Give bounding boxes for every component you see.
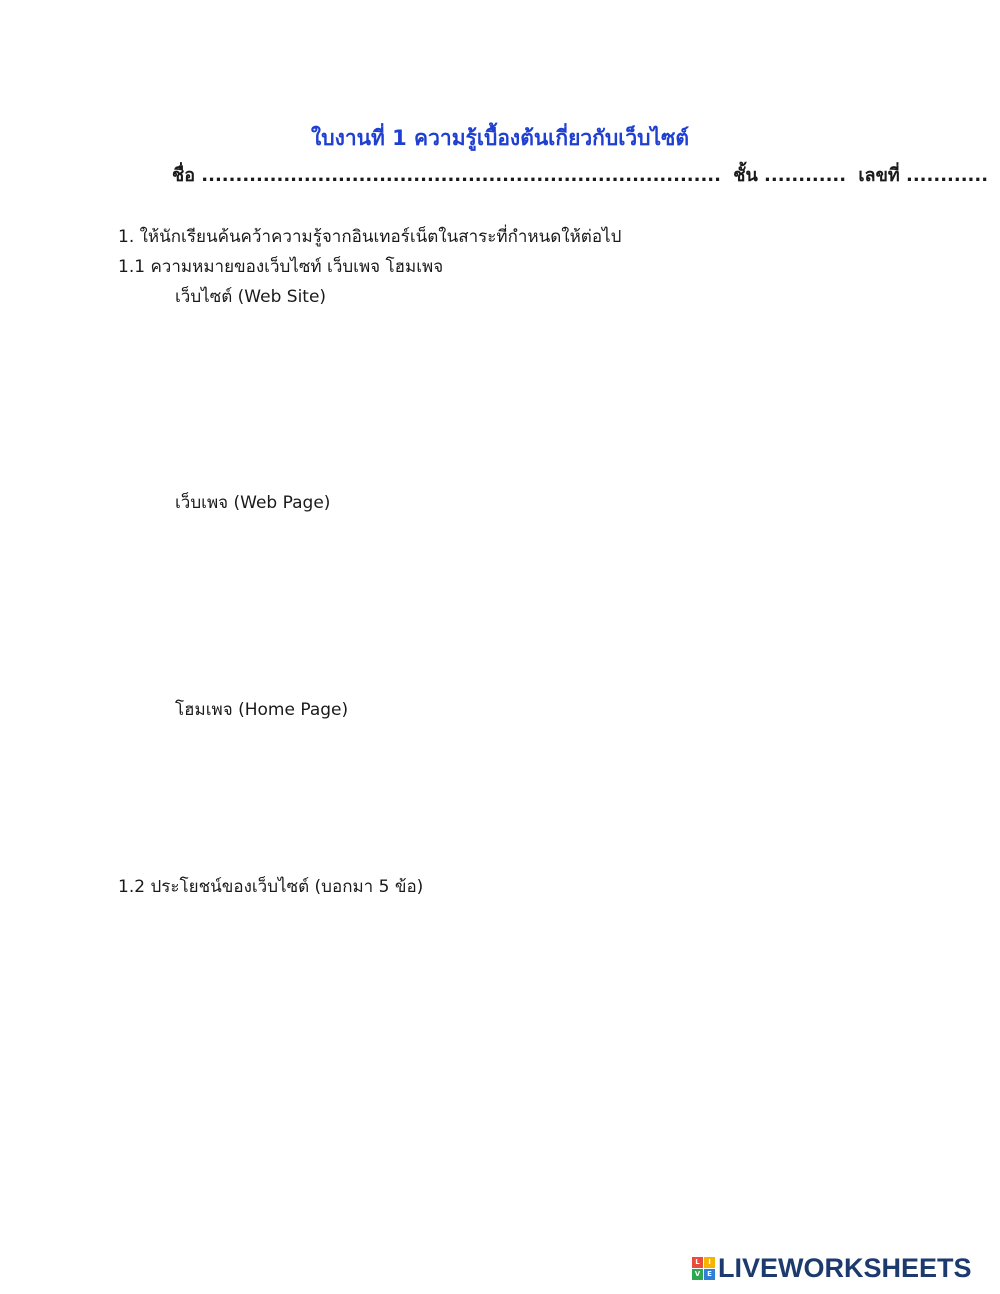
student-name-field: ชื่อ ............................................................................ xyxy=(172,165,721,186)
question-1: 1. ให้นักเรียนค้นคว้าความรู้จากอินเทอร์เน็ตในสาระที่กำหนดให้ต่อไป xyxy=(118,227,622,247)
subheading-webpage: เว็บเพจ (Web Page) xyxy=(175,493,331,513)
answer-area-benefits[interactable] xyxy=(118,903,875,1223)
subheading-homepage: โฮมเพจ (Home Page) xyxy=(175,700,349,720)
student-number-field: เลขที่ ............ xyxy=(858,165,989,186)
liveworksheets-logo xyxy=(692,1253,972,1283)
brand-name: LIVEWORKSHEETS xyxy=(718,1252,972,1283)
logo-tiles-icon xyxy=(692,1257,715,1280)
subheading-website: เว็บไซต์ (Web Site) xyxy=(175,287,327,307)
question-1-1: 1.1 ความหมายของเว็บไซท์ เว็บเพจ โฮมเพจ xyxy=(118,257,444,277)
logo-tile-i: I xyxy=(704,1257,715,1268)
logo-tile-v: V xyxy=(692,1269,703,1280)
logo-tile-l: L xyxy=(692,1257,703,1268)
student-info-line xyxy=(172,160,994,189)
class-field: ชั้น ............ xyxy=(733,165,847,186)
answer-area-homepage[interactable] xyxy=(175,725,875,860)
answer-area-website[interactable] xyxy=(175,312,875,477)
answer-area-webpage[interactable] xyxy=(175,518,875,683)
logo-tile-e: E xyxy=(704,1269,715,1280)
worksheet-title: ใบงานที่ 1 ความรู้เบื้องต้นเกี่ยวกับเว็บไซต์ xyxy=(311,126,689,150)
question-1-2: 1.2 ประโยชน์ของเว็บไซต์ (บอกมา 5 ข้อ) xyxy=(118,877,424,897)
